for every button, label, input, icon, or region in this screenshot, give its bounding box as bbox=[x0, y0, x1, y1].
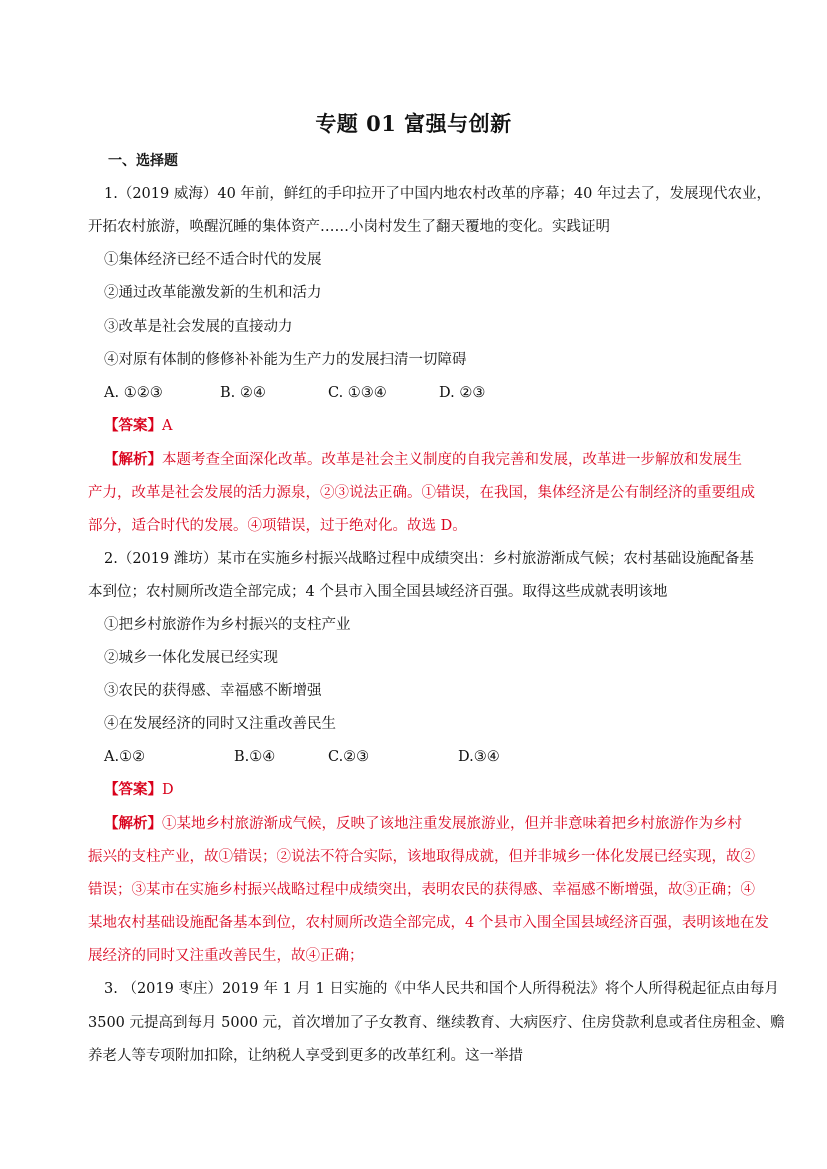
q3-stem-line-2: 3500 元提高到每月 5000 元，首次增加了子女教育、继续教育、大病医疗、住房贷款利息或者住房租金、赡 bbox=[88, 1015, 785, 1031]
q1-option-b: B. ②④ bbox=[220, 385, 266, 401]
q1-analysis-line-3: 部分，适合时代的发展。④项错误，过于绝对化。故选 D。 bbox=[88, 518, 467, 534]
q1-item-1: ①集体经济已经不适合时代的发展 bbox=[104, 252, 322, 268]
section-heading: 一、选择题 bbox=[108, 153, 178, 169]
q2-option-d: D.③④ bbox=[458, 749, 500, 765]
q1-item-3: ③改革是社会发展的直接动力 bbox=[104, 319, 293, 335]
bracket-label: 【答案】 bbox=[104, 417, 162, 434]
q2-item-1: ①把乡村旅游作为乡村振兴的支柱产业 bbox=[104, 617, 351, 633]
q2-analysis-line-2: 振兴的支柱产业，故①错误；②说法不符合实际，该地取得成就，但并非城乡一体化发展已经实现，故② bbox=[88, 849, 755, 865]
q1-option-c: C. ①③④ bbox=[328, 385, 387, 401]
q1-analysis-line-1: 【解析】本题考查全面深化改革。改革是社会主义制度的自我完善和发展，改革进一步解放和发展生 bbox=[104, 451, 742, 468]
q2-option-c: C.②③ bbox=[328, 749, 370, 765]
q2-item-3: ③农民的获得感、幸福感不断增强 bbox=[104, 683, 322, 699]
q2-item-4: ④在发展经济的同时又注重改善民生 bbox=[104, 716, 336, 732]
q2-analysis-line-4: 某地农村基础设施配备基本到位，农村厕所改造全部完成，4 个县市入围全国县域经济百强，表明该地在发 bbox=[88, 915, 769, 931]
bracket-label: 【解析】 bbox=[104, 815, 162, 832]
q1-analysis-line-2: 产力，改革是社会发展的活力源泉，②③说法正确。①错误，在我国，集体经济是公有制经济的重要组成 bbox=[88, 485, 755, 501]
bracket-label: 【解析】 bbox=[104, 451, 162, 468]
page-title: 专题 01 富强与创新 bbox=[315, 111, 512, 136]
q1-options bbox=[104, 384, 784, 402]
q2-analysis-line-3: 错误；③某市在实施乡村振兴战略过程中成绩突出，表明农民的获得感、幸福感不断增强，故③正确；④ bbox=[88, 882, 755, 898]
q2-answer: 【答案】D bbox=[104, 781, 174, 798]
q3-stem-line-3: 养老人等专项附加扣除，让纳税人享受到更多的改革红利。这一举措 bbox=[88, 1048, 523, 1064]
q1-stem-line-2: 开拓农村旅游，唤醒沉睡的集体资产……小岗村发生了翻天覆地的变化。实践证明 bbox=[88, 219, 610, 235]
q3-stem-line-1: 3. （2019 枣庄）2019 年 1 月 1 日实施的《中华人民共和国个人所得税法》将个人所得税起征点由每月 bbox=[104, 981, 779, 997]
q1-option-d: D. ②③ bbox=[439, 385, 486, 401]
q2-analysis-line-5: 展经济的同时又注重改善民生，故④正确； bbox=[88, 948, 364, 964]
q2-item-2: ②城乡一体化发展已经实现 bbox=[104, 650, 278, 666]
q2-stem-line-2: 本到位；农村厕所改造全部完成；4 个县市入围全国县域经济百强。取得这些成就表明该地 bbox=[88, 584, 668, 600]
q1-stem-line-1: 1.（2019 威海）40 年前，鲜红的手印拉开了中国内地农村改革的序幕；40 年过去了，发展现代农业， bbox=[104, 186, 771, 202]
q1-answer: 【答案】A bbox=[104, 417, 173, 434]
q2-stem-line-1: 2.（2019 潍坊）某市在实施乡村振兴战略过程中成绩突出：乡村旅游渐成气候；农村基础设施配备基 bbox=[104, 551, 754, 567]
q1-item-4: ④对原有体制的修修补补能为生产力的发展扫清一切障碍 bbox=[104, 352, 467, 368]
q1-item-2: ②通过改革能激发新的生机和活力 bbox=[104, 285, 322, 301]
q2-analysis-line-1: 【解析】①某地乡村旅游渐成气候，反映了该地注重发展旅游业，但并非意味着把乡村旅游作为乡村 bbox=[104, 815, 742, 832]
q1-option-a: A. ①②③ bbox=[104, 385, 163, 401]
bracket-label: 【答案】 bbox=[104, 781, 162, 798]
q2-option-a: A.①② bbox=[104, 749, 146, 765]
q2-options bbox=[104, 748, 784, 766]
q2-option-b: B.①④ bbox=[234, 749, 276, 765]
